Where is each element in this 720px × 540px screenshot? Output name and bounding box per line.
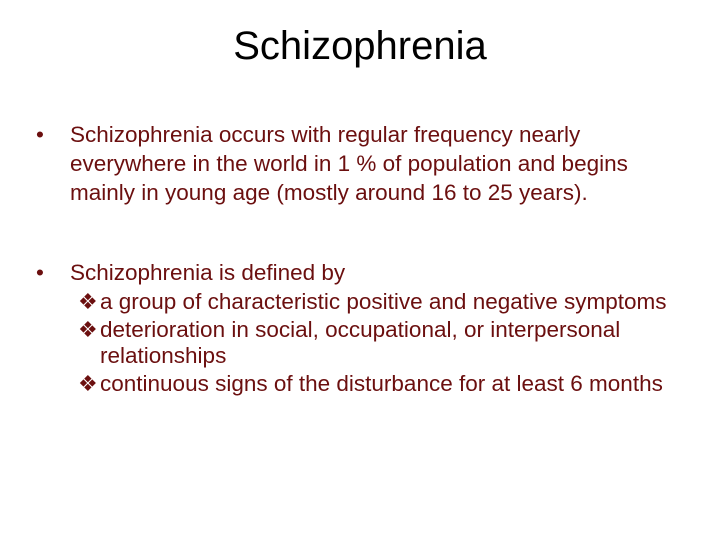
bullet-dot-icon: • [36, 260, 44, 285]
diamond-bullet-icon: ❖ [78, 371, 98, 396]
slide-title: Schizophrenia [233, 24, 487, 68]
diamond-bullet-icon: ❖ [78, 289, 98, 314]
bullet-text: Schizophrenia is defined by [70, 260, 346, 285]
bullet-dot-icon: • [36, 122, 44, 147]
sub-bullet-text: continuous signs of the disturbance for at least 6 months [100, 371, 663, 396]
sub-bullet-text: deterioration in social, occupational, or interpersonal relationships [100, 317, 621, 368]
sub-bullet-list [36, 289, 676, 397]
sub-bullet-item [68, 289, 676, 315]
diamond-bullet-icon: ❖ [78, 317, 98, 342]
bullet-text: Schizophrenia occurs with regular frequency nearly everywhere in the world in 1 % of population and begins mainly in young age (mostly around 16 to 25 years). [70, 122, 628, 205]
bullet-point-1 [36, 120, 676, 207]
sub-bullet-item [68, 371, 676, 397]
bullet-point-2 [36, 258, 676, 399]
sub-bullet-item [68, 317, 676, 369]
sub-bullet-text: a group of characteristic positive and negative symptoms [100, 289, 667, 314]
